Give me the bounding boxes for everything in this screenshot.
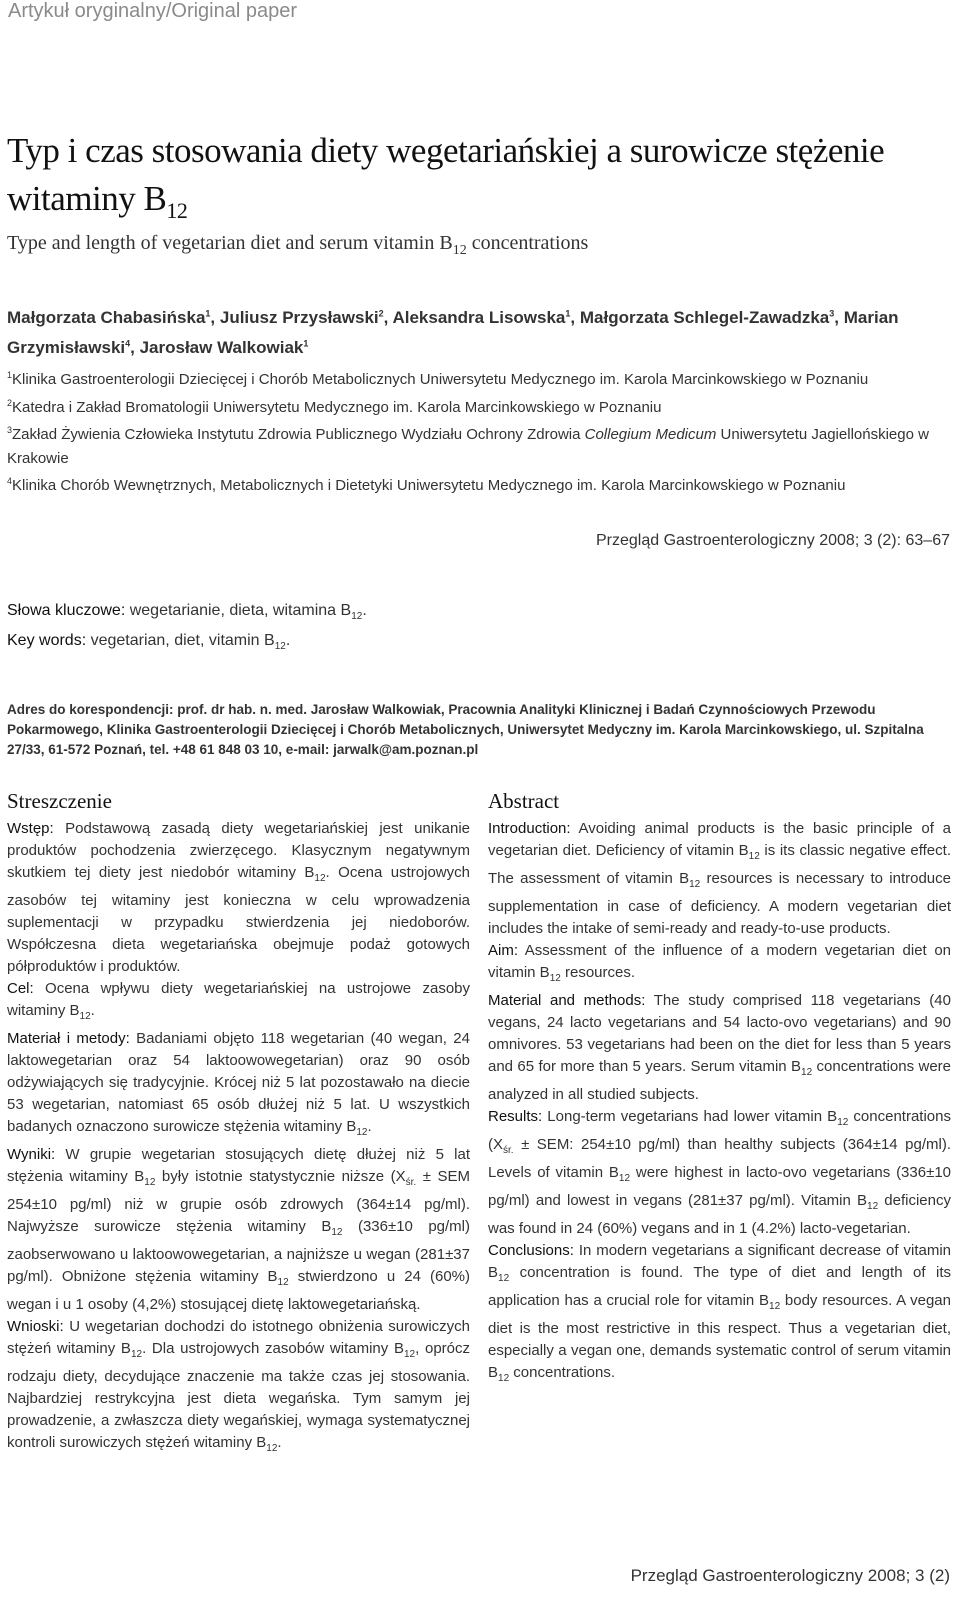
abstract-results: Results: Long-term vegetarians had lower vitamin $B_{12}$ concentrations ($X_{śr.}$ ± SEM: 254±10 pg/ml) than healthy subjects (364±14 pg/ml). Levels of vitamin $B_{12}$ were highest in lacto-ovo vegetarians (336±10 pg/ml) and lowest in vegans (281±37 pg/ml). Vitamin $B_{12}$ deficiency was found in 24 (60%) vegans and in 1 (4.2%) lacto-vegetarian.	[488, 1108, 952, 1237]
abstract-conclusions: Conclusions: In modern vegetarians a significant decrease of vitamin $B_{12}$ concentration is found. The type of diet and length of its application has a crucial role for vitamin $B_{12}$ body resources. A vegan diet is the most restrictive in this respect. Thus a vegetarian diet, especially a vegan one, demands systematic control of serum vitamin $B_{12}$ concentrations.	[488, 1242, 951, 1384]
streszczenie-heading: Streszczenie	[7, 789, 112, 813]
footer-journal-citation: Przegląd Gastroenterologiczny 2008; 3 (2)	[630, 1566, 950, 1585]
streszczenie-metody: Materiał i metody: Badaniami objęto 118 wegetarian (40 wegan, 24 laktowegetarian oraz 54 laktoowowegetarian) oraz 90 osób odżywiających się tradycyjnie. Krócej niż 5 lat pozostawało na diecie 53 wegetarian, natomiast 65 osób dłużej niż 5 lat. U wszystkich badanych oznaczono surowicze stężenia witaminy $B_{12}$.	[7, 1030, 470, 1138]
article-title: Typ i czas stosowania diety wegetariańskiej a surowicze stężenie witaminy $B_{12}$	[7, 131, 885, 223]
abstract-column	[488, 790, 951, 1390]
journal-citation: Przegląd Gastroenterologiczny 2008; 3 (2): 63–67	[596, 532, 950, 549]
affiliation: $^3$Zakład Żywienia Człowieka Instytutu Zdrowia Publicznego Wydziału Ochrony Zdrowia Collegium Medicum Uniwersytetu Jagiellońskiego w Krakowie	[7, 425, 929, 467]
author-list	[7, 300, 952, 361]
streszczenie-wstep: Wstęp: Podstawową zasadą diety wegetariańskiej jest unikanie produktów pochodzenia zwierzęcego. Klasycznym negatywnym skutkiem tej diety jest niedobór witaminy $B_{12}$. Ocena ustrojowych zasobów tej witaminy jest konieczna w celu wprowadzenia suplementacji w przypadku stwierdzenia jej niedoborów. Współczesna dieta wegetariańska obejmuje podaż gotowych półproduktów i produktów.	[7, 820, 470, 975]
author: Jarosław Walkowiak$^1$	[139, 338, 309, 358]
streszczenie-cel: Cel: Ocena wpływu diety wegetariańskiej na ustrojowe zasoby witaminy $B_{12}$.	[7, 980, 470, 1022]
article-type-label: Artykuł oryginalny/Original paper	[8, 0, 298, 22]
author: Małgorzata Chabasińska$^1$,	[7, 307, 220, 327]
correspondence-address: Adres do korespondencji: prof. dr hab. n. med. Jarosław Walkowiak, Pracownia Analityki Klinicznej i Badań Czynnościowych Przewodu Pokarmowego, Klinika Gastroenterologii Dziecięcej i Chorób Metabolicznych, Uniwersytet Medyczny im. Karola Marcinkowskiego, ul. Szpitalna 27/33, 61-572 Poznań, tel. +48 61 848 03 10, e-mail: jarwalk@am.poznan.pl	[7, 702, 924, 757]
abstract-aim: Aim: Assessment of the influence of a modern vegetarian diet on vitamin $B_{12}$ resources.	[488, 942, 951, 984]
affiliation: $^2$Katedra i Zakład Bromatologii Uniwersytetu Medycznego im. Karola Marcinkowskiego w Poznaniu	[7, 397, 662, 416]
author: Marian Grzymisławski$^4$,	[7, 307, 899, 358]
streszczenie-wyniki: Wyniki: W grupie wegetarian stosujących dietę dłużej niż 5 lat stężenia witaminy $B_{12}$ były istotnie statystycznie niższe ($X_{śr.}$ ± SEM 254±10 pg/ml) niż w grupie osób zdrowych (364±14 pg/ml). Najwyższe surowicze stężenia witaminy $B_{12}$ (336±10 pg/ml) zaobserwowano u laktoowowegetarian, a najniższe u wegan (281±37 pg/ml). Obniżone stężenia witaminy $B_{12}$ stwierdzono u 24 (60%) wegan i u 1 osoby (4,2%) stosującej dietę laktowegetariańską.	[7, 1146, 471, 1313]
abstract-heading: Abstract	[488, 789, 560, 813]
affiliation-list	[7, 364, 952, 498]
streszczenie-column	[7, 790, 470, 1460]
affiliation: $^1$Klinika Gastroenterologii Dziecięcej i Chorób Metabolicznych Uniwersytetu Medycznego im. Karola Marcinkowskiego w Poznaniu	[7, 370, 869, 388]
keywords-block	[7, 599, 907, 659]
article-title-english: Type and length of vegetarian diet and serum vitamin $B_{12}$ concentrations	[7, 232, 589, 258]
abstract-introduction: Introduction: Avoiding animal products is the basic principle of a vegetarian diet. Deficiency of vitamin $B_{12}$ is its classic negative effect. The assessment of vitamin $B_{12}$ resources is necessary to introduce supplementation in case of deficiency. A modern vegetarian diet includes the intake of semi-ready and ready-to-use products.	[488, 820, 951, 937]
author: Małgorzata Schlegel-Zawadzka$^3$,	[579, 307, 844, 327]
author: Juliusz Przysławski$^2$,	[219, 307, 393, 327]
affiliation: $^4$Klinika Chorób Wewnętrznych, Metabolicznych i Dietetyki Uniwersytetu Medycznego im. Karola Marcinkowskiego w Poznaniu	[7, 476, 846, 494]
keywords-polish: Słowa kluczowe: wegetarianie, dieta, witamina $B_{12}$.	[7, 602, 367, 623]
author: Aleksandra Lisowska$^1$,	[392, 307, 580, 327]
keywords-english: Key words: vegetarian, diet, vitamin $B_{12}$.	[7, 632, 291, 653]
streszczenie-wnioski: Wnioski: U wegetarian dochodzi do istotnego obniżenia surowiczych stężeń witaminy $B_{12}$. Dla ustrojowych zasobów witaminy $B_{12}$, oprócz rodzaju diety, decydujące znaczenie ma także czas jej stosowania. Najbardziej restrykcyjna jest dieta wegańska. Tym samym jej prowadzenie, a zwłaszcza diety wegańskiej, wymaga systematycznej kontroli surowiczych stężeń witaminy $B_{12}$.	[7, 1318, 470, 1454]
abstract-methods: Material and methods: The study comprised 118 vegetarians (40 vegans, 24 lacto vegetarians and 54 lacto-ovo vegetarians) and 90 omnivores. 53 vegetarians had been on the diet for less than 5 years and 65 for more than 5 years. Serum vitamin $B_{12}$ concentrations were analyzed in all studied subjects.	[488, 992, 951, 1103]
